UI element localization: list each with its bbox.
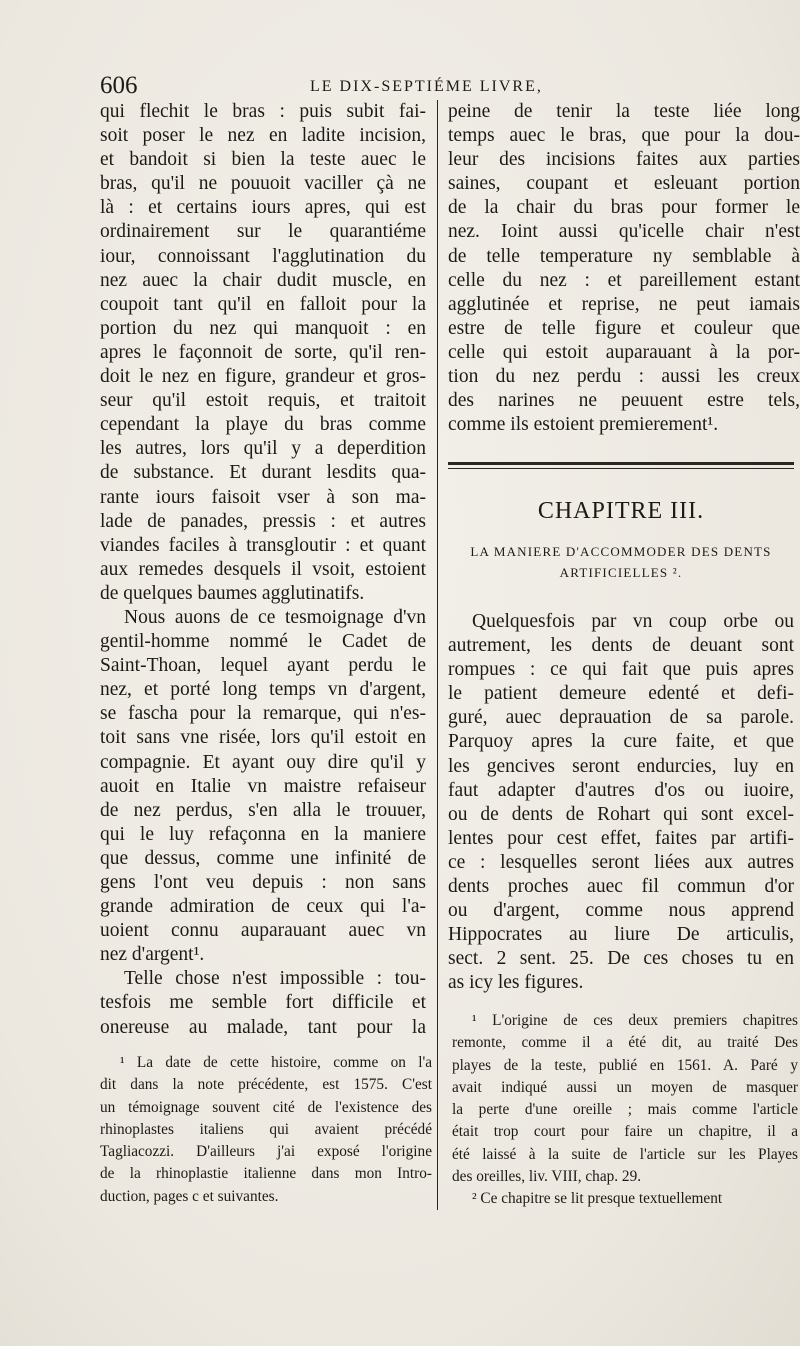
text-line: onereuse au malade, tant pour la <box>100 1016 426 1038</box>
text-line: temps auec le bras, que pour la dou- <box>448 125 800 147</box>
page-number: 606 <box>100 72 138 99</box>
left-column <box>100 100 426 1040</box>
text-line: nez. Ioint aussi qu'icelle chair n'est <box>448 221 800 243</box>
text-line: viandes faciles à transgloutir : et quant <box>100 534 426 556</box>
text-line: soit poser le nez en ladite incision, <box>100 125 426 147</box>
footnote-right <box>452 1010 798 1211</box>
chapter-subtitle <box>448 541 794 583</box>
text-line: Quelquesfois par vn coup orbe ou <box>472 611 794 632</box>
text-line: uoient connu auparauant auec vn <box>100 920 426 942</box>
footnote-left <box>100 1052 432 1208</box>
chapter-title: CHAPITRE III. <box>537 498 705 524</box>
text-line: ordinairement sur le quarantiéme <box>100 221 426 243</box>
text-line: grande admiration de ceux qui l'a- <box>100 896 426 918</box>
text-line: tesfois me semble fort difficile et <box>100 992 426 1014</box>
text-line: qui le luy refaçonna en la maniere <box>100 823 426 845</box>
text-line: faut adapter d'autres d'os ou iuoire, <box>448 779 794 801</box>
text-line: comme ils estoient premierement¹. <box>448 414 719 436</box>
text-line: de substance. Et durant lesdits qua- <box>100 462 426 484</box>
footnote-line: remonte, comme il a été dit, au traité Des <box>452 1034 798 1052</box>
text-line: tion du nez perdu : aussi les creux <box>448 366 800 388</box>
footnote-line: de la rhinoplastie italienne dans mon Intro- <box>100 1165 432 1183</box>
text-line: nez d'argent¹. <box>100 944 205 966</box>
text-line: toit sans vne risée, lors qu'il estoit en <box>100 727 426 749</box>
text-line: seur qu'il estoit requis, et traitoit <box>100 390 426 412</box>
footnote-line: un témoignage souvent cité de l'existence des <box>100 1098 432 1116</box>
text-line: gens l'ont veu depuis : non sans <box>100 872 426 893</box>
text-line: le patient demeure edenté et defi- <box>448 683 794 705</box>
text-line: Nous auons de ce tesmoignage d'vn <box>124 606 426 628</box>
text-line: ou de dents de Rohart qui sont excel- <box>448 803 794 825</box>
text-line: celle du nez : et pareillement estant <box>448 269 800 291</box>
text-line: Hippocrates au liure De articulis, <box>448 924 794 946</box>
footnote-line: dit dans la note précédente, est 1575. C'est <box>100 1076 432 1094</box>
text-line: rompues : ce qui fait que puis apres <box>448 659 794 681</box>
footnote-line: ² Ce chapitre se lit presque textuellement <box>472 1190 723 1208</box>
text-line: là : et certains iours apres, qui est <box>100 197 426 219</box>
page-header <box>100 72 800 102</box>
text-line: as icy les figures. <box>448 972 584 994</box>
text-line: agglutinée et reprise, ne peut iamais <box>448 293 800 315</box>
text-line: les gencives seront endurcies, luy en <box>448 755 794 777</box>
footnote-line: playes de la teste, publié en 1561. A. Paré y <box>452 1056 798 1074</box>
text-line: qui flechit le bras : puis subit fai- <box>100 101 426 122</box>
chapter-subtitle-line: LA MANIERE D'ACCOMMODER DES DENTS <box>470 544 772 559</box>
footnote-line: des oreilles, liv. VIII, chap. 29. <box>452 1168 642 1186</box>
text-line: apres le façonnoit de sorte, qu'il ren- <box>100 341 426 363</box>
text-line: estre de telle figure et couleur que <box>448 317 800 339</box>
text-line: iour, connoissant l'agglutination du <box>100 245 426 267</box>
text-line: et bandoit si bien la teste auec le <box>100 149 426 171</box>
column-divider <box>437 100 438 1210</box>
text-line: nez, et porté long temps vn d'argent, <box>100 679 426 701</box>
text-line: dents proches auec fil commun d'or <box>448 876 794 898</box>
text-line: autrement, les dents de deuant sont <box>448 635 794 657</box>
text-line: Parquoy apres la cure faite, et que <box>448 731 794 753</box>
footnote-line: avait indiqué aussi un moyen de masquer <box>452 1078 798 1096</box>
text-line: ou d'argent, comme nous apprend <box>448 900 794 922</box>
text-line: se fascha pour la remarque, qui n'es- <box>100 703 426 725</box>
text-line: de telle temperature ny semblable à <box>448 245 800 267</box>
text-line: celle qui estoit auparauant à la por- <box>448 341 800 363</box>
text-line: de quelques baumes agglutinatifs. <box>100 582 365 604</box>
text-line: coupoit tant qu'il en falloit pour la <box>100 293 426 315</box>
text-line: peine de tenir la teste liée long <box>448 101 800 122</box>
chapter-body <box>448 610 794 996</box>
text-line: gentil-homme nommé le Cadet de <box>100 631 426 653</box>
text-line: auoit en Italie vn maistre refaiseur <box>100 775 426 797</box>
text-line: bras, qu'il ne pouuoit vaciller çà ne <box>100 173 426 195</box>
running-head: LE DIX-SEPTIÉME LIVRE, <box>310 78 543 95</box>
text-line: de la chair du bras pour former le <box>448 197 800 219</box>
text-line: les autres, lors qu'il y a deperdition <box>100 438 426 460</box>
text-line: portion du nez qui manquoit : en <box>100 317 426 339</box>
text-line: de nez perdus, s'en alla le trouuer, <box>100 799 426 821</box>
chapter-subtitle-line: ARTIFICIELLES ². <box>559 565 683 580</box>
text-line: doit le nez en figure, grandeur et gros- <box>100 366 426 388</box>
text-line: aux remedes desquels il vsoit, estoient <box>100 558 426 580</box>
text-line: rante iours faisoit vser à son ma- <box>100 486 426 508</box>
text-line: leur des incisions faites aux parties <box>448 149 800 171</box>
right-column <box>448 100 800 437</box>
footnote-line: la perte d'une oreille ; mais comme l'article <box>452 1101 798 1119</box>
text-line: des narines ne peuuent estre tels, <box>448 390 800 412</box>
text-line: guré, auec deprauation de sa parole. <box>448 707 794 729</box>
text-line: compagnie. Et ayant ouy dire qu'il y <box>100 751 426 773</box>
chapter-separator-rule <box>448 462 794 469</box>
footnote-line: était trop court pour faire un chapitre, il a <box>452 1123 798 1141</box>
footnote-line: été laissé à la suite de l'article sur les Playes <box>452 1145 798 1163</box>
footnote-line: rhinoplastes italiens qui avaient précédé <box>100 1120 432 1138</box>
text-line: nez auec la chair dudit muscle, en <box>100 269 426 291</box>
text-line: lade de panades, pressis : et autres <box>100 510 426 532</box>
footnote-line: ¹ La date de cette histoire, comme on l'a <box>120 1054 432 1071</box>
text-line: lentes pour cest effet, faites par artifi- <box>448 827 794 849</box>
text-line: que dessus, comme une infinité de <box>100 847 426 869</box>
text-line: Telle chose n'est impossible : tou- <box>124 968 426 990</box>
text-line: ce : lesquelles seront liées aux autres <box>448 851 794 873</box>
text-line: Saint-Thoan, lequel ayant perdu le <box>100 655 426 677</box>
footnote-line: ¹ L'origine de ces deux premiers chapitres <box>472 1012 798 1029</box>
text-line: cependant la playe du bras comme <box>100 414 426 436</box>
text-line: saines, coupant et esleuant portion <box>448 173 800 195</box>
footnote-line: Tagliacozzi. D'ailleurs j'ai exposé l'origine <box>100 1143 432 1161</box>
text-line: sect. 2 sent. 25. De ces choses tu en <box>448 948 794 970</box>
footnote-line: duction, pages c et suivantes. <box>100 1187 279 1205</box>
